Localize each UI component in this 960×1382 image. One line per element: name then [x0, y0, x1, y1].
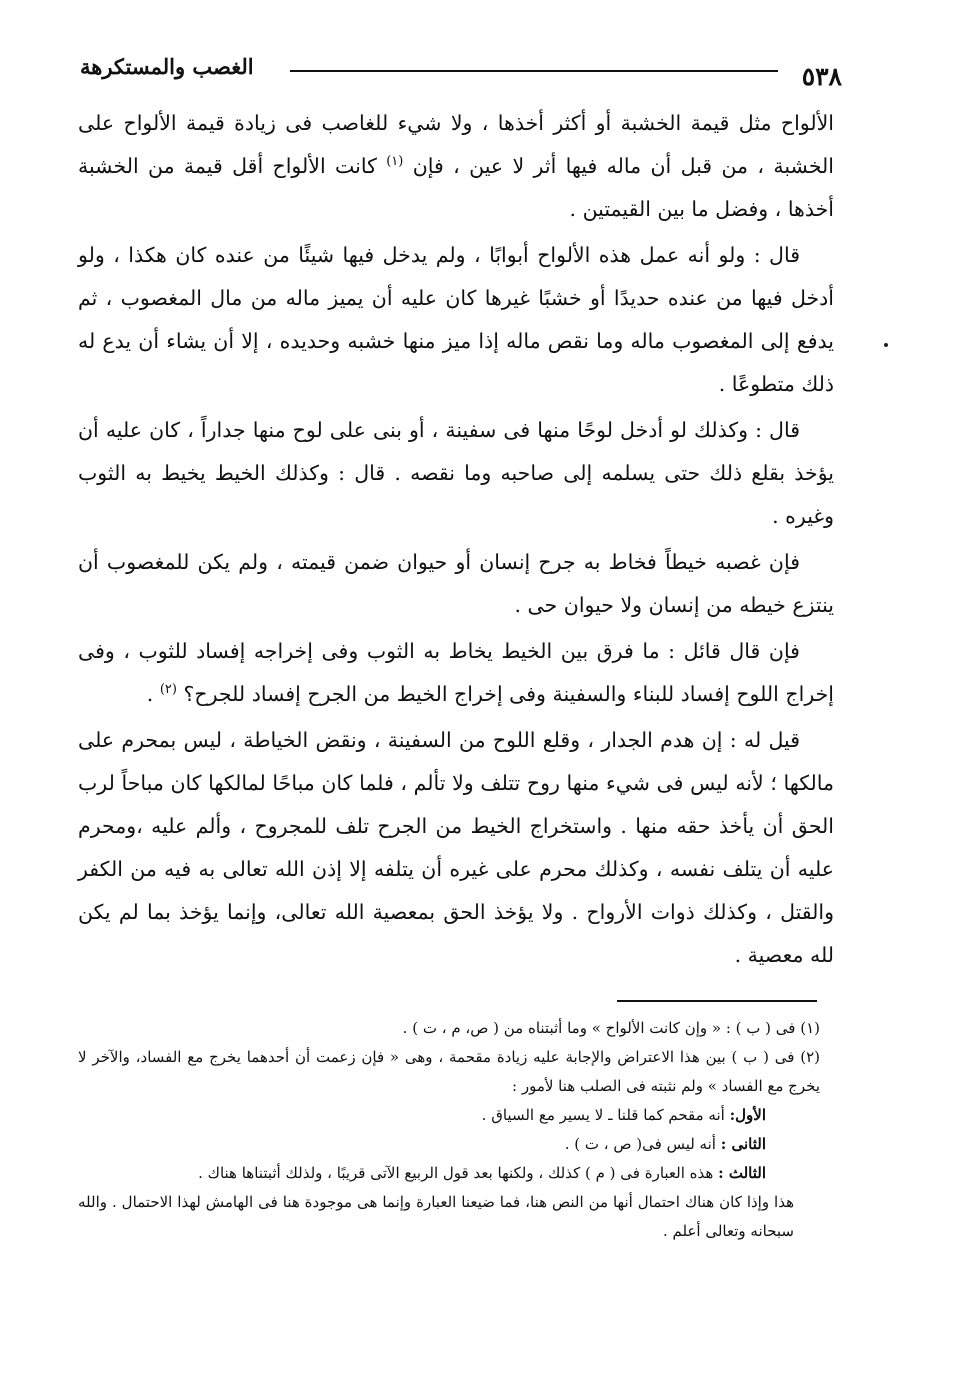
footnote-2-second-lead: الثانى : — [720, 1135, 766, 1153]
footnote-2-first — [78, 1101, 820, 1130]
paragraph-4: فإن غصبه خيطاً فخاط به جرح إنسان أو حيوان ضمن قيمته ، ولم يكن للمغصوب أن ينتزع خيطه من إنسان ولا حيوان حى . — [78, 550, 834, 617]
paragraph-3: قال : وكذلك لو أدخل لوحًا منها فى سفينة ، أو بنى على لوح منها جداراً ، كان عليه أن يؤخذ بقلع ذلك حتى يسلمه إلى صاحبه وما نقصه . قال : وكذلك الخيط يخيط به الثوب وغيره . — [78, 418, 834, 528]
header-rule — [290, 70, 778, 72]
margin-mark — [884, 343, 888, 347]
paragraph-6: قيل له : إن هدم الجدار ، وقلع اللوح من السفينة ، ونقض الخياطة ، ليس بمحرم على مالكها ؛ لأنه ليس فى شيء منها روح تتلف ولا تألم ، فلما كان مباحًا لمالكها كان مباحاً لرب الحق أن يأخذ حقه منها . واستخراج الخيط من الجرح تلف للمجروح ، وألم عليه ،ومحرم عليه أن يتلف نفسه ، وكذلك محرم على غيره أن يتلفه إلا إذن الله تعالى به فيه من الكفر والقتل ، وكذلك ذوات الأرواح . ولا يؤخذ الحق بمعصية الله تعالى، وإنما يؤخذ بما لم يكن لله معصية . — [78, 728, 834, 967]
footnote-2-intro: (٢) فى ( ب ) بين هذا الاعتراض والإجابة عليه زيادة مقحمة ، وهى « فإن زعمت أن أحدهما يخرج مع الفساد، والآخر لا يخرج مع الفساد » ولم نثبته فى الصلب هنا لأمور : — [78, 1048, 820, 1095]
footnote-2-first-text: أنه مقحم كما قلنا ـ لا يسير مع السياق . — [481, 1106, 730, 1124]
paragraph-1-text-b: كانت الألواح أقل قيمة من الخشبة أخذها ، وفضل ما بين القيمتين . — [78, 154, 834, 221]
main-text — [78, 102, 834, 980]
footnote-2-third-lead: الثالث : — [718, 1164, 766, 1182]
page-number: ٥٣٨ — [801, 62, 842, 91]
paragraph-1-text-a: الألواح مثل قيمة الخشبة أو أكثر أخذها ، ولا شيء للغاصب فى زيادة قيمة الألواح على الخشبة ، من قبل أن ماله فيها أثر لا عين ، فإن — [78, 111, 834, 178]
footnote-2-third — [78, 1159, 820, 1188]
footnote-2-second-text: أنه ليس فى( ص ، ت ) . — [564, 1135, 721, 1153]
paragraph-1 — [78, 102, 834, 231]
footnote-2-closing: هذا وإذا كان هناك احتمال أنها من النص هنا، فما ضيعنا العبارة وإنما هى موجودة هنا فى الهامش لهذا الاحتمال . والله سبحانه وتعالى أعلم . — [78, 1193, 794, 1240]
paragraph-5 — [78, 630, 834, 716]
footnotes — [78, 1014, 820, 1246]
paragraph-2: قال : ولو أنه عمل هذه الألواح أبوابًا ، ولم يدخل فيها شيئًا من عنده كان هكذا ، ولو أدخل فيها من عنده حديدًا أو خشبًا غيرها كان عليه أن يميز ماله من مال المغصوب ، ثم يدفع إلى المغصوب ماله وما نقص ماله إذا ميز منها خشبه وحديده ، إلا أن يشاء أن يدع له ذلك متطوعًا . — [78, 243, 834, 396]
footnote-separator — [617, 1000, 817, 1002]
page-header — [80, 48, 842, 91]
footnote-ref-1: (١) — [386, 154, 404, 170]
running-title: الغصب والمستكرهة — [80, 54, 254, 79]
footnote-2-second — [78, 1130, 820, 1159]
paragraph-5-text-a: فإن قال قائل : ما فرق بين الخيط يخاط به الثوب وفى إخراجه إفساد للثوب ، وفى إخراج اللوح إفساد للبناء والسفينة وفى إخراج الخيط من الجرح إفساد للجرح؟ — [78, 639, 834, 706]
footnote-1: (١) فى ( ب ) : « وإن كانت الألواح » وما أثبتناه من ( ص، م ، ت ) . — [402, 1019, 820, 1037]
footnote-ref-2: (٢) — [159, 682, 177, 698]
paragraph-5-text-b: . — [146, 682, 160, 706]
footnote-2-first-lead: الأول: — [729, 1106, 766, 1124]
footnote-2-third-text: هذه العبارة فى ( م ) كذلك ، ولكنها بعد قول الربيع الآتى قريبًا ، ولذلك أثبتناها هناك . — [198, 1164, 719, 1182]
